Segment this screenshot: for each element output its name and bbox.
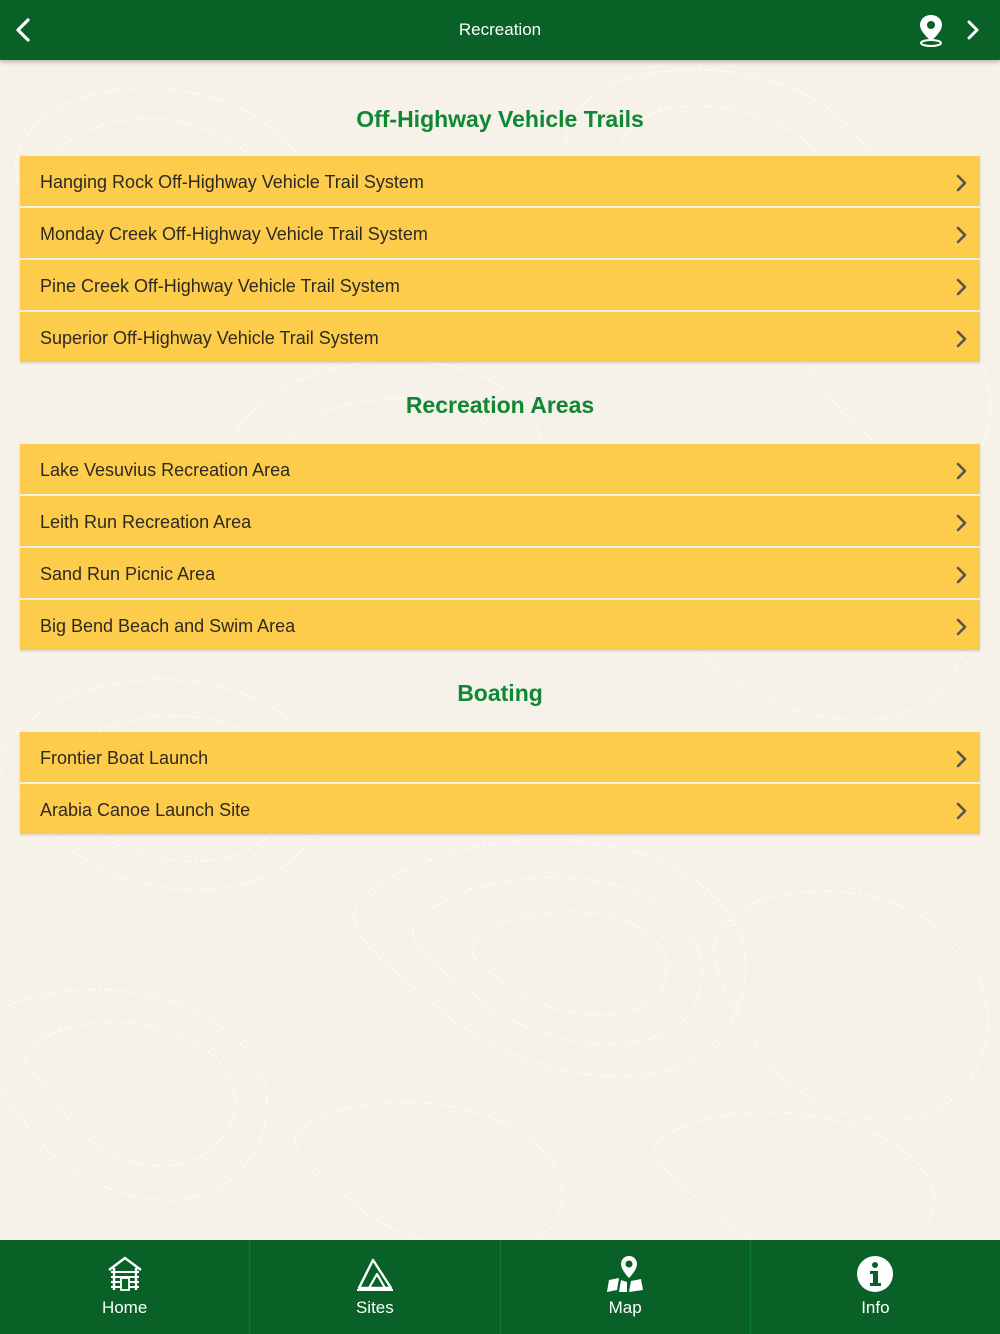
list-item[interactable] <box>20 600 980 650</box>
section-title: Boating <box>457 680 543 706</box>
tab-label: Sites <box>355 1298 394 1317</box>
list-item[interactable] <box>20 548 980 600</box>
tent-icon <box>355 1254 395 1294</box>
off-highway-list <box>20 156 980 362</box>
tab-label: Home <box>101 1298 148 1317</box>
cabin-icon <box>105 1254 145 1294</box>
section-boating <box>0 650 1000 834</box>
tab-sites[interactable] <box>250 1240 500 1334</box>
navigation-bar <box>0 0 1000 60</box>
list-item-label: Hanging Rock Off-Highway Vehicle Trail System <box>40 172 424 192</box>
section-off-highway <box>0 60 1000 362</box>
list-item[interactable] <box>20 784 980 834</box>
section-title: Off-Highway Vehicle Trails <box>356 106 644 132</box>
recreation-content <box>0 60 1000 834</box>
chevron-right-icon <box>954 513 970 533</box>
tab-label: Info <box>861 1298 890 1317</box>
tab-map[interactable] <box>501 1240 751 1334</box>
list-item-label: Frontier Boat Launch <box>40 748 209 768</box>
chevron-right-icon <box>954 749 970 769</box>
chevron-right-icon <box>954 565 970 585</box>
chevron-right-icon <box>954 617 970 637</box>
map-pin-icon[interactable] <box>914 12 948 48</box>
chevron-right-icon <box>954 277 970 297</box>
tab-info[interactable] <box>751 1240 1000 1334</box>
chevron-right-icon <box>954 225 970 245</box>
tab-bar <box>0 1240 1000 1334</box>
list-item-label: Lake Vesuvius Recreation Area <box>40 460 291 480</box>
list-item-label: Arabia Canoe Launch Site <box>40 800 251 820</box>
list-item-label: Big Bend Beach and Swim Area <box>40 616 296 636</box>
tab-label: Map <box>608 1298 642 1317</box>
page-title: Recreation <box>458 20 542 39</box>
list-item[interactable] <box>20 496 980 548</box>
list-item[interactable] <box>20 156 980 208</box>
list-item[interactable] <box>20 444 980 496</box>
tab-home[interactable] <box>0 1240 250 1334</box>
chevron-right-icon <box>954 173 970 193</box>
recreation-areas-list <box>20 444 980 650</box>
list-item[interactable] <box>20 312 980 362</box>
section-title: Recreation Areas <box>405 392 595 418</box>
chevron-right-icon <box>954 461 970 481</box>
chevron-right-icon <box>954 801 970 821</box>
list-item[interactable] <box>20 732 980 784</box>
list-item-label: Pine Creek Off-Highway Vehicle Trail System <box>40 276 400 296</box>
chevron-right-icon <box>954 329 970 349</box>
forward-chevron-icon[interactable] <box>960 16 986 44</box>
list-item-label: Leith Run Recreation Area <box>40 512 252 532</box>
list-item[interactable] <box>20 260 980 312</box>
list-item[interactable] <box>20 208 980 260</box>
section-recreation-areas <box>0 362 1000 650</box>
list-item-label: Superior Off-Highway Vehicle Trail System <box>40 328 379 348</box>
map-icon <box>605 1254 645 1294</box>
list-item-label: Sand Run Picnic Area <box>40 564 216 584</box>
boating-list <box>20 732 980 834</box>
info-icon <box>855 1254 895 1294</box>
list-item-label: Monday Creek Off-Highway Vehicle Trail System <box>40 224 428 244</box>
